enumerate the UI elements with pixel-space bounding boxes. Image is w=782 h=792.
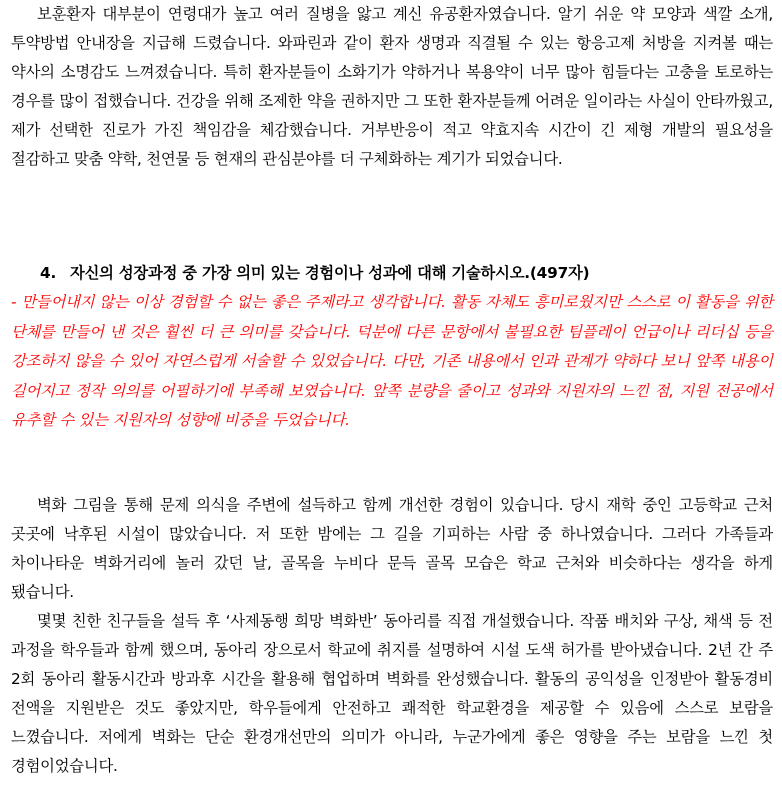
question-heading (40, 259, 775, 288)
intro-paragraph: 보훈환자 대부분이 연령대가 높고 여러 질병을 앓고 계신 유공환자였습니다. 알기 쉬운 약 모양과 색깔 소개, 투약방법 안내장을 지급해 드렸습니다. 와파린과 같이 환자 생명과 직결될 수 있는 항응고제 처방을 지켜볼 때는 약사의 소명감도 느껴졌습니다. 특히 환자분들이 소화기가 약하거나 복용약이 너무 많아 힘들다는 고충을 토로하는 경우를 많이 접했습니다. 건강을 위해 조제한 약을 권하지만 그 또한 환자분들께 어려운 일이라는 사실이 안타까웠고, 제가 선택한 진로가 가진 책임감을 체감했습니다. 거부반응이 적고 약효지속 시간이 긴 제형 개발의 필요성을 절감하고 맞춤 약학, 천연물 등 현재의 관심분야를 더 구체화하는 계기가 되었습니다. (11, 5, 773, 168)
question-number: 4. (40, 264, 57, 282)
answer-paragraph-1: 벽화 그림을 통해 문제 의식을 주변에 설득하고 함께 개선한 경험이 있습니다. 당시 재학 중인 고등학교 근처 곳곳에 낙후된 시설이 많았습니다. 저 또한 밤에는 그 길을 기피하는 사람 중 하나였습니다. 그러다 가족들과 차이나타운 벽화거리에 놀러 갔던 날, 골목을 누비다 문득 골목 모습은 학교 근처와 비슷하다는 생각을 하게 됐습니다. (11, 496, 773, 601)
feedback-comment: - 만들어내지 않는 이상 경험할 수 없는 좋은 주제라고 생각합니다. 활동 자체도 흥미로웠지만 스스로 이 활동을 위한 단체를 만들어 낸 것은 훨씬 더 큰 의미를 갖습니다. 덕분에 다른 문항에서 불필요한 팀플레이 언급이나 리더십 등을 강조하지 않을 수 있어 자연스럽게 서술할 수 있었습니다. 다만, 기존 내용에서 인과 관계가 약하다 보니 앞쪽 내용이 길어지고 정작 의의를 어필하기에 부족해 보였습니다. 앞쪽 분량을 줄이고 성과와 지원자의 느낀 점, 지원 전공에서 유추할 수 있는 지원자의 성향에 비중을 두었습니다. (11, 293, 773, 429)
question-text: 자신의 성장과정 중 가장 의미 있는 경험이나 성과에 대해 기술하시오.(497자) (70, 264, 590, 282)
answer-paragraph-2: 몇몇 친한 친구들을 설득 후 ‘사제동행 희망 벽화반’ 동아리를 직접 개설했습니다. 작품 배치와 구상, 채색 등 전 과정을 학우들과 함께 했으며, 동아리 장으로서 학교에 취지를 설명하여 시설 도색 허가를 받아냈습니다. 2년 간 주 2회 동아리 활동시간과 방과후 시간을 활용해 협업하며 벽화를 완성했습니다. 활동의 공익성을 인정받아 활동경비 전액을 지원받은 것도 좋았지만, 학우들에게 안전하고 쾌적한 학교환경을 제공할 수 있음에 스스로 보람을 느꼈습니다. 저에게 벽화는 단순 환경개선만의 의미가 아니라, 누군가에게 좋은 영향을 주는 보람을 느낀 첫 경험이었습니다. (11, 612, 773, 775)
